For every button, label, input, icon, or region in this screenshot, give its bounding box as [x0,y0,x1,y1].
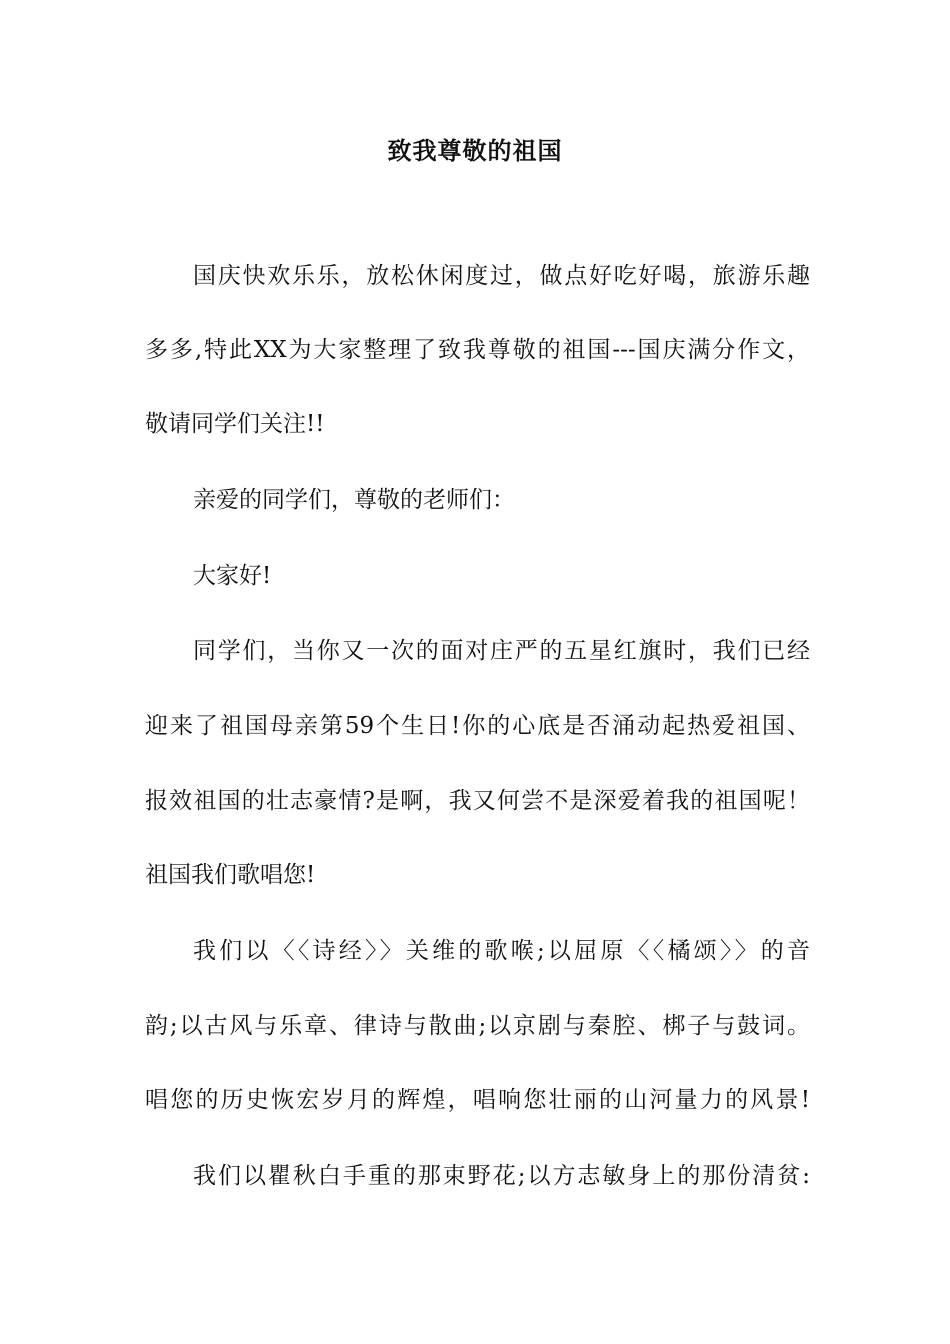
document-title: 致我尊敬的祖国 [387,136,563,165]
paragraph-line: 敬请同学们关注!! [145,411,325,437]
paragraph-line: 我们以〈〈诗经〉〉关维的歌喉;以屈原〈〈橘颂〉〉的音 [193,938,810,964]
paragraph-line: 我们以瞿秋白手重的那束野花;以方志敏身上的那份清贫: [193,1163,810,1189]
paragraph-line: 唱您的历史恢宏岁月的辉煌，唱响您壮丽的山河量力的风景! [145,1087,810,1113]
paragraph-line: 同学们，当你又一次的面对庄严的五星红旗时，我们已经 [193,638,810,664]
paragraph-line: 国庆快欢乐乐，放松休闲度过，做点好吃好喝，旅游乐趣 [193,263,810,289]
paragraph-line: 多多,特此XX为大家整理了致我尊敬的祖国---国庆满分作文， [145,337,810,363]
paragraph-line: 大家好! [193,563,272,589]
paragraph-line: 迎来了祖国母亲第59个生日!你的心底是否涌动起热爱祖国、 [145,713,810,739]
paragraph-line: 报效祖国的壮志豪情?是啊，我又何尝不是深爱着我的祖国呢！ [145,788,810,814]
paragraph-line: 祖国我们歌唱您! [145,862,316,888]
paragraph-line: 韵;以古风与乐章、律诗与散曲;以京剧与秦腔、梆子与鼓词。 [145,1013,810,1039]
paragraph-line: 亲爱的同学们，尊敬的老师们： [193,487,515,513]
